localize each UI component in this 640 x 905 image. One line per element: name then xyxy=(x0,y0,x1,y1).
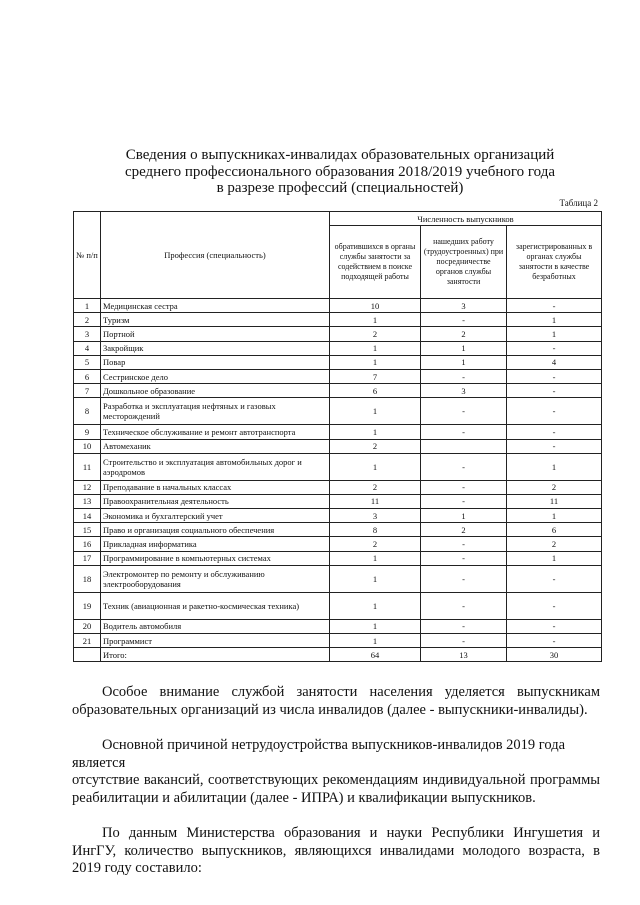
row-profession: Автомеханик xyxy=(101,439,330,453)
row-col-c: - xyxy=(507,384,602,398)
row-col-a: 1 xyxy=(330,551,421,565)
row-col-b: - xyxy=(421,634,507,648)
table-row xyxy=(74,565,602,592)
row-col-c: 4 xyxy=(507,355,602,369)
row-num: 4 xyxy=(74,341,101,355)
row-col-a: 1 xyxy=(330,453,421,480)
row-col-b: - xyxy=(421,494,507,508)
row-col-b: 1 xyxy=(421,355,507,369)
table-row xyxy=(74,384,602,398)
row-col-b: - xyxy=(421,425,507,439)
row-profession: Портной xyxy=(101,327,330,341)
row-num: 14 xyxy=(74,509,101,523)
row-col-a: 1 xyxy=(330,634,421,648)
row-col-c: 11 xyxy=(507,494,602,508)
row-col-c: - xyxy=(507,634,602,648)
row-profession: Строительство и эксплуатация автомобильных дорог и аэродромов xyxy=(101,453,330,480)
row-col-b: 3 xyxy=(421,384,507,398)
title-line-2: среднего профессионального образования 2018/2019 учебного года xyxy=(124,163,556,180)
row-profession: Разработка и эксплуатация нефтяных и газовых месторождений xyxy=(101,398,330,425)
header-col-c: зарегистрированных в органах службы занятости в качестве безработных xyxy=(507,226,602,299)
row-col-b: - xyxy=(421,313,507,327)
title-line-3: в разрезе профессий (специальностей) xyxy=(216,180,464,196)
row-profession: Правоохранительная деятельность xyxy=(101,494,330,508)
table-row xyxy=(74,523,602,537)
row-profession: Прикладная информатика xyxy=(101,537,330,551)
total-b: 13 xyxy=(421,648,507,662)
table-row xyxy=(74,537,602,551)
row-num: 7 xyxy=(74,384,101,398)
table-row xyxy=(74,425,602,439)
table-row xyxy=(74,369,602,383)
row-num: 6 xyxy=(74,369,101,383)
row-num: 10 xyxy=(74,439,101,453)
row-num: 18 xyxy=(74,565,101,592)
row-num: 12 xyxy=(74,480,101,494)
title-line-1: Сведения о выпускниках-инвалидах образовательных организаций xyxy=(125,147,555,163)
total-label: Итого: xyxy=(101,648,330,662)
row-profession: Туризм xyxy=(101,313,330,327)
total-row xyxy=(74,648,602,662)
row-col-a: 1 xyxy=(330,592,421,619)
row-num: 19 xyxy=(74,592,101,619)
graduates-table xyxy=(73,211,602,662)
header-col-a: обратившихся в органы службы занятости за содействием в поиске подходящей работы xyxy=(330,226,421,299)
table-row xyxy=(74,313,602,327)
row-num: 21 xyxy=(74,634,101,648)
row-profession: Электромонтер по ремонту и обслуживанию электрооборудования xyxy=(101,565,330,592)
table-row xyxy=(74,480,602,494)
table-body xyxy=(74,299,602,648)
row-col-b: 2 xyxy=(421,523,507,537)
row-col-b xyxy=(421,439,507,453)
row-profession: Программирование в компьютерных системах xyxy=(101,551,330,565)
row-profession: Медицинская сестра xyxy=(101,299,330,313)
table-row xyxy=(74,494,602,508)
table-row xyxy=(74,398,602,425)
row-col-c: 1 xyxy=(507,509,602,523)
row-col-c: - xyxy=(507,592,602,619)
row-num: 16 xyxy=(74,537,101,551)
row-num: 5 xyxy=(74,355,101,369)
row-col-a: 2 xyxy=(330,480,421,494)
row-col-a: 2 xyxy=(330,327,421,341)
row-profession: Экономика и бухгалтерский учет xyxy=(101,509,330,523)
row-col-a: 11 xyxy=(330,494,421,508)
row-col-b: - xyxy=(421,537,507,551)
header-num: № п/п xyxy=(74,212,101,299)
paragraph-1: Особое внимание службой занятости населения уделяется выпускникам образовательных организаций из числа инвалидов (далее - выпускники-инвалиды). xyxy=(72,684,600,718)
row-col-c: 1 xyxy=(507,551,602,565)
row-profession: Право и организация социального обеспечения xyxy=(101,523,330,537)
row-profession: Преподавание в начальных классах xyxy=(101,480,330,494)
document-title xyxy=(100,147,580,197)
row-col-c: 6 xyxy=(507,523,602,537)
row-col-a: 6 xyxy=(330,384,421,398)
header-profession: Профессия (специальность) xyxy=(101,212,330,299)
row-num: 1 xyxy=(74,299,101,313)
row-col-a: 2 xyxy=(330,439,421,453)
table-row xyxy=(74,327,602,341)
row-profession: Техник (авиационная и ракетно-космическая техника) xyxy=(101,592,330,619)
header-col-b: нашедших работу (трудоустроенных) при посредничестве органов службы занятости xyxy=(421,226,507,299)
row-col-a: 2 xyxy=(330,537,421,551)
row-profession: Повар xyxy=(101,355,330,369)
row-col-c: 1 xyxy=(507,327,602,341)
table-label: Таблица 2 xyxy=(559,198,598,208)
row-num: 2 xyxy=(74,313,101,327)
row-profession: Водитель автомобиля xyxy=(101,619,330,633)
table-row xyxy=(74,341,602,355)
row-num: 15 xyxy=(74,523,101,537)
row-num: 11 xyxy=(74,453,101,480)
total-a: 64 xyxy=(330,648,421,662)
header-group: Численность выпускников xyxy=(330,212,602,226)
row-col-a: 3 xyxy=(330,509,421,523)
row-col-c: - xyxy=(507,425,602,439)
table-row xyxy=(74,299,602,313)
row-col-c: 2 xyxy=(507,537,602,551)
row-num: 9 xyxy=(74,425,101,439)
paragraph-3: отсутствие вакансий, соответствующих рекомендациям индивидуальной программы реабилитации и абилитации (далее - ИПРА) и квалификации выпускников. xyxy=(72,772,600,806)
row-col-a: 7 xyxy=(330,369,421,383)
row-col-a: 1 xyxy=(330,341,421,355)
row-col-a: 1 xyxy=(330,398,421,425)
row-num: 8 xyxy=(74,398,101,425)
row-col-b: 2 xyxy=(421,327,507,341)
row-col-a: 8 xyxy=(330,523,421,537)
row-profession: Дошкольное образование xyxy=(101,384,330,398)
row-col-c: - xyxy=(507,369,602,383)
paragraph-4: По данным Министерства образования и науки Республики Ингушетия и ИнгГУ, количество выпускников, являющихся инвалидами молодого возраста, в 2019 году составило: xyxy=(72,825,600,876)
row-col-b: 3 xyxy=(421,299,507,313)
table-row xyxy=(74,509,602,523)
row-col-b: - xyxy=(421,369,507,383)
row-col-a: 1 xyxy=(330,425,421,439)
row-col-c: - xyxy=(507,398,602,425)
table-row xyxy=(74,453,602,480)
row-col-b: 1 xyxy=(421,341,507,355)
row-profession: Сестринское дело xyxy=(101,369,330,383)
row-col-b: - xyxy=(421,551,507,565)
row-col-c: 1 xyxy=(507,313,602,327)
row-col-a: 1 xyxy=(330,565,421,592)
row-col-a: 1 xyxy=(330,619,421,633)
row-col-c: - xyxy=(507,341,602,355)
row-col-a: 10 xyxy=(330,299,421,313)
row-col-b: - xyxy=(421,619,507,633)
row-num: 17 xyxy=(74,551,101,565)
row-profession: Программист xyxy=(101,634,330,648)
row-col-a: 1 xyxy=(330,313,421,327)
row-col-a: 1 xyxy=(330,355,421,369)
row-col-b: 1 xyxy=(421,509,507,523)
row-col-c: - xyxy=(507,299,602,313)
row-col-b: - xyxy=(421,592,507,619)
table-row xyxy=(74,592,602,619)
row-col-b: - xyxy=(421,565,507,592)
row-col-b: - xyxy=(421,398,507,425)
row-col-c: 2 xyxy=(507,480,602,494)
row-num: 3 xyxy=(74,327,101,341)
table-row xyxy=(74,355,602,369)
row-profession: Техническое обслуживание и ремонт автотранспорта xyxy=(101,425,330,439)
table-row xyxy=(74,619,602,633)
row-num: 20 xyxy=(74,619,101,633)
row-col-b: - xyxy=(421,480,507,494)
row-col-c: 1 xyxy=(507,453,602,480)
total-c: 30 xyxy=(507,648,602,662)
row-col-c: - xyxy=(507,565,602,592)
table-row xyxy=(74,439,602,453)
row-profession: Закройщик xyxy=(101,341,330,355)
row-num: 13 xyxy=(74,494,101,508)
table-row xyxy=(74,634,602,648)
table-row xyxy=(74,551,602,565)
paragraph-2: Основной причиной нетрудоустройства выпускников-инвалидов 2019 года является xyxy=(72,737,566,771)
row-col-c: - xyxy=(507,619,602,633)
row-col-b: - xyxy=(421,453,507,480)
row-col-c: - xyxy=(507,439,602,453)
